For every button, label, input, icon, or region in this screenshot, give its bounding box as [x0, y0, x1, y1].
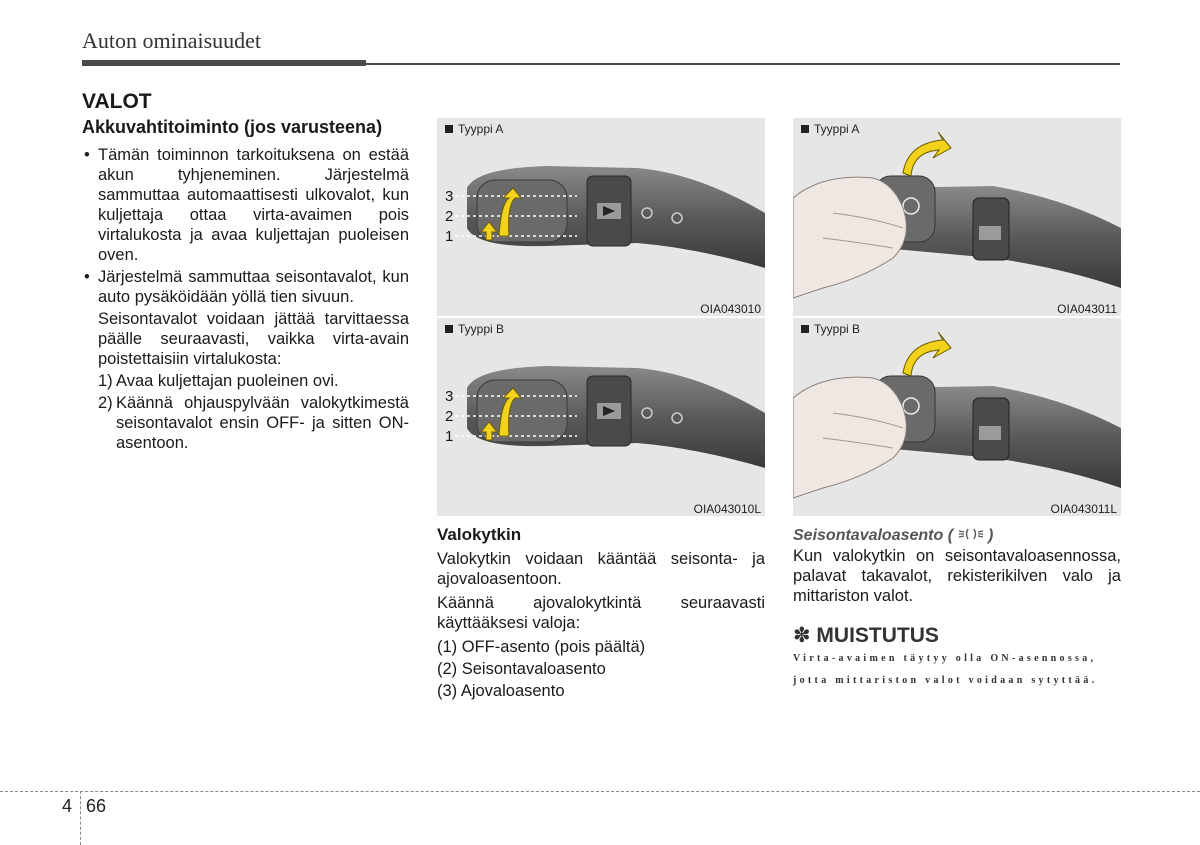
figure-stalk-type-a [437, 118, 765, 316]
running-header: Auton ominaisuudet [82, 28, 262, 53]
bullet-item: • Tämän toiminnon tarkoituksena on estää akun tyhjeneminen. Järjestelmä sammuttaa automaattisesti ulkovalot, kun kuljettaja ottaa virta-avaimen pois virtalukosta ja avaa kuljettajan puoleisen oven. [82, 145, 409, 265]
parking-light-icon [958, 527, 984, 541]
figure-hand-type-b [793, 318, 1121, 516]
position-label: 3 [445, 388, 454, 405]
stalk-illustration [437, 118, 765, 316]
step-text: Avaa kuljettajan puoleinen ovi. [116, 372, 339, 390]
paragraph: Kun valokytkin on seisontavaloasennossa, palavat takavalot, rekisterikilven valo ja mittariston valot. [793, 547, 1121, 605]
light-switch-section [437, 525, 765, 703]
subsection-title: Akkuvahtitoiminto (jos varusteena) [82, 117, 383, 137]
footer-divider [0, 791, 1200, 792]
numbered-step [82, 393, 409, 453]
figure-code: OIA043010L [693, 502, 761, 516]
figure-type-label: Tyyppi A [445, 122, 503, 136]
battery-saver-text [82, 145, 409, 455]
note-line: jotta mittariston valot voidaan sytyttää. [793, 675, 1098, 686]
numbered-step [82, 371, 409, 391]
figure-hand-type-a [793, 118, 1121, 316]
position-label: 1 [445, 428, 454, 445]
chapter-number: 4 [62, 796, 73, 816]
figure-type-label: Tyyppi A [801, 122, 859, 136]
position-label: 2 [445, 408, 454, 425]
step-text: Käännä ohjauspylvään valokytkimestä seisontavalot ensin OFF- ja sitten ON-asentoon. [116, 394, 409, 452]
paragraph: Valokytkin voidaan kääntää seisonta- ja ajovaloasentoon. [437, 550, 765, 588]
paragraph: Käännä ajovalokytkintä seuraavasti käyttääksesi valoja: [437, 594, 765, 632]
step-number: 1) [98, 372, 113, 390]
figure-type-label: Tyyppi B [801, 322, 860, 336]
figure-type-label: Tyyppi B [445, 322, 504, 336]
page-number: 66 [86, 796, 107, 816]
position-label: 2 [445, 208, 454, 225]
footer-vertical-divider [80, 791, 81, 845]
list-item: (1) OFF-asento (pois päältä) [437, 638, 646, 656]
stalk-illustration [437, 318, 765, 516]
position-label: 3 [445, 188, 454, 205]
paragraph: Seisontavalot voidaan jättää tarvittaessa päälle seuraavasti, vaikka virta-avain poistettaisiin virtalukosta: [98, 310, 409, 368]
header-rule-thin [366, 63, 1120, 65]
list-item: (3) Ajovaloasento [437, 682, 565, 700]
section-title: VALOT [82, 90, 152, 113]
position-label: 1 [445, 228, 454, 245]
bullet-item: • Järjestelmä sammuttaa seisontavalot, kun auto pysäköidään yöllä tien sivuun. [82, 267, 409, 307]
figure-code: OIA043010 [700, 302, 761, 316]
figure-code: OIA043011L [1050, 502, 1117, 516]
figure-code: OIA043011 [1057, 302, 1117, 316]
note-line: Virta-avaimen täytyy olla ON-asennossa, [793, 653, 1097, 664]
header-rule-thick [82, 60, 366, 66]
note-heading: ✽ MUISTUTUS [793, 624, 939, 647]
hand-turning-stalk-illustration [793, 118, 1121, 316]
hand-turning-stalk-illustration [793, 318, 1121, 516]
step-number: 2) [98, 394, 113, 412]
section-heading: Valokytkin [437, 525, 522, 544]
figure-stalk-type-b [437, 318, 765, 516]
parking-position-heading: Seisontavaloasento ( ) [793, 527, 994, 544]
parking-light-section [793, 526, 1121, 692]
list-item: (2) Seisontavaloasento [437, 660, 606, 678]
